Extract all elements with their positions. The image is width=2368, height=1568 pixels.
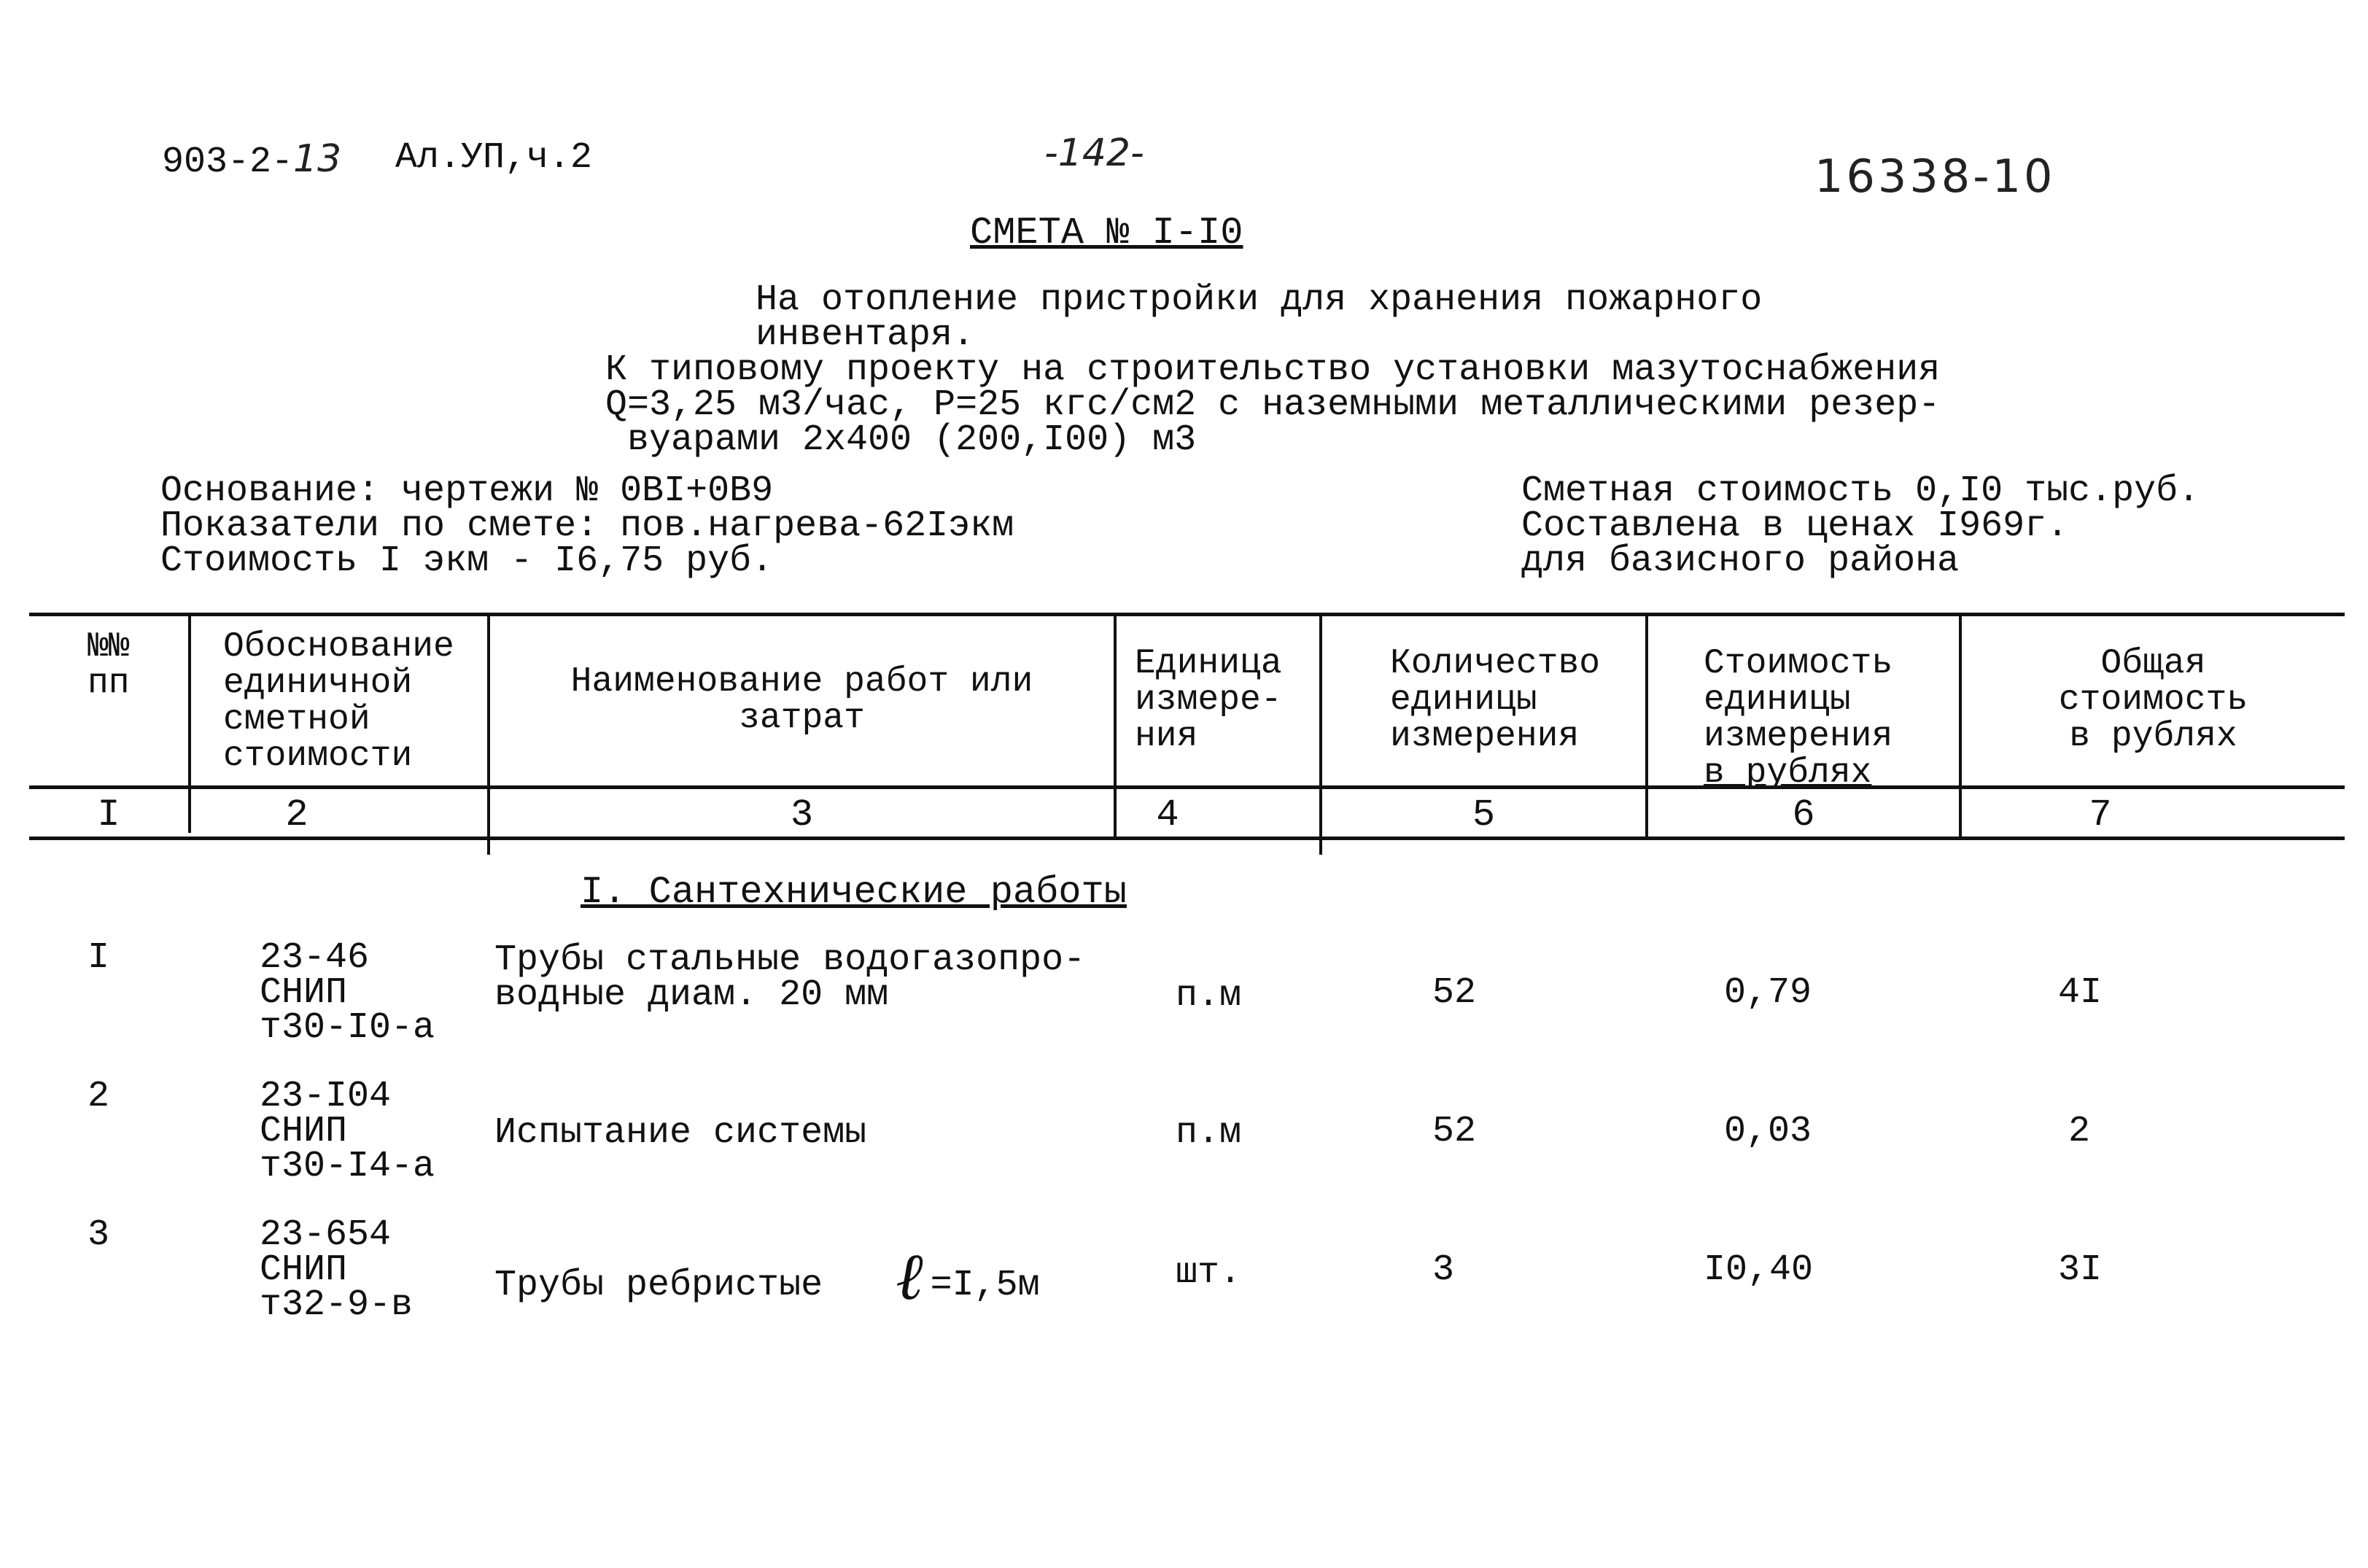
header-col-6-line-2: единицы <box>1704 680 1851 720</box>
header-col-5-line-2: единицы <box>1390 680 1537 720</box>
row-3-total: 3I <box>2058 1249 2103 1291</box>
header-col-1-line-1: №№ <box>88 627 130 667</box>
header-col-7-line-3: в рублях <box>2069 717 2237 756</box>
header-col-2-line-3: сметной <box>223 700 370 740</box>
meta-estimated-cost: Сметная стоимость 0,I0 тыс.руб. <box>1521 470 2200 512</box>
page-title: СМЕТА № I-I0 <box>970 211 1243 255</box>
header-col-4 <box>1135 645 1282 755</box>
table-numbers-rule <box>29 837 2345 840</box>
col-number-3: 3 <box>790 793 814 837</box>
subtitle-line-3: К типовому проекту на строительство установки мазутоснабжения <box>605 349 1941 391</box>
row-3-basis <box>260 1214 414 1326</box>
table-header-rule <box>29 785 2345 789</box>
stamp-number: 16338-10 <box>1814 150 2056 203</box>
row-1-basis <box>260 937 435 1049</box>
header-col-5 <box>1390 645 1600 755</box>
row-1-price: 0,79 <box>1724 972 1812 1014</box>
row-3-price: I0,40 <box>1704 1249 1814 1291</box>
table-top-rule <box>29 613 2345 616</box>
meta-price-year: Составлена в ценах I969г. <box>1521 505 2069 547</box>
row-1-name <box>494 939 1086 1016</box>
row-3-basis-line-2: СНИП <box>260 1249 348 1291</box>
header-col-6-line-4: в рублях <box>1704 753 1872 793</box>
row-3-basis-line-3: т32-9-в <box>260 1284 414 1326</box>
row-2-price: 0,03 <box>1724 1111 1812 1152</box>
header-col-7-line-1: Общая <box>2100 644 2206 683</box>
header-col-2-line-4: стоимости <box>223 737 413 776</box>
meta-region: для базисного района <box>1521 540 1960 582</box>
header-col-1-line-2: пп <box>88 664 130 703</box>
subtitle-line-2: инвентаря. <box>756 314 975 356</box>
header-col-2-line-1: Обоснование <box>223 627 454 667</box>
row-3-basis-line-1: 23-654 <box>260 1214 392 1256</box>
header-col-7-line-2: стоимость <box>2058 680 2248 720</box>
header-col-3-line-1: Наименование работ или <box>570 662 1033 702</box>
col-number-2: 2 <box>285 793 308 837</box>
header-col-3 <box>490 664 1114 737</box>
row-3-name-suffix: =I,5м <box>930 1265 1040 1306</box>
row-3-name-text: Трубы ребристые <box>494 1265 823 1306</box>
row-1-basis-line-1: 23-46 <box>260 937 370 979</box>
col-number-5: 5 <box>1472 793 1496 837</box>
meta-basis: Основание: чертежи № 0ВI+0В9 <box>160 470 774 512</box>
subtitle-line-1: На отопление пристройки для хранения пожарного <box>756 279 1763 321</box>
header-col-5-line-1: Количество <box>1390 644 1601 683</box>
row-1-basis-line-2: СНИП <box>260 972 348 1014</box>
album-label: Ал.УП,ч.2 <box>395 137 593 179</box>
header-col-4-line-2: измере- <box>1135 680 1282 720</box>
header-col-7 <box>1962 645 2345 755</box>
row-1-total: 4I <box>2058 972 2103 1014</box>
header-col-6-line-1: Стоимость <box>1704 644 1893 683</box>
page-number: -142- <box>1044 131 1144 175</box>
col-number-1: I <box>97 793 120 837</box>
row-2-basis-line-1: 23-I04 <box>260 1076 392 1117</box>
header-col-1 <box>88 629 130 702</box>
document-code-printed: 903-2- <box>162 141 294 183</box>
row-3-number: 3 <box>88 1214 110 1256</box>
row-1-qty: 52 <box>1432 972 1477 1014</box>
row-2-qty: 52 <box>1432 1111 1477 1152</box>
row-2-name: Испытание системы <box>494 1112 867 1154</box>
header-col-4-line-3: ния <box>1135 717 1198 756</box>
subtitle-line-4: Q=3,25 м3/час, Р=25 кгс/см2 с наземными металлическими резер- <box>605 384 1941 426</box>
meta-unit-cost: Стоимость I экм - I6,75 руб. <box>160 540 774 582</box>
row-1-name-line-2: водные диам. 20 мм <box>494 974 889 1016</box>
header-col-6-line-3: измерения <box>1704 717 1893 756</box>
row-3-qty: 3 <box>1432 1249 1455 1291</box>
row-1-name-line-1: Трубы стальные водогазопро- <box>494 939 1086 981</box>
header-col-5-line-3: измерения <box>1390 717 1580 756</box>
document-code-handwritten: 13 <box>293 137 342 181</box>
header-col-3-line-2: затрат <box>739 699 865 738</box>
header-col-2-line-2: единичной <box>223 664 413 703</box>
row-1-unit: п.м <box>1176 975 1242 1017</box>
col-number-6: 6 <box>1792 793 1815 837</box>
row-2-basis <box>260 1076 435 1187</box>
row-1-number: I <box>88 937 110 979</box>
subtitle-line-5: вуарами 2х400 (200,I00) м3 <box>627 419 1197 461</box>
header-col-6 <box>1704 645 1893 791</box>
row-3-unit: шт. <box>1176 1252 1242 1294</box>
document-code <box>162 137 341 183</box>
row-3-name <box>494 1238 1040 1315</box>
col-number-4: 4 <box>1156 793 1179 837</box>
row-2-total: 2 <box>2068 1111 2091 1152</box>
row-1-basis-line-3: т30-I0-а <box>260 1007 435 1049</box>
section-title: I. Сантехнические работы <box>581 871 1127 914</box>
col-number-7: 7 <box>2089 793 2112 837</box>
row-2-unit: п.м <box>1176 1112 1242 1154</box>
header-col-2 <box>223 629 454 775</box>
length-symbol: ℓ <box>896 1238 923 1315</box>
meta-indicators: Показатели по смете: пов.нагрева-62Iэкм <box>160 505 1014 547</box>
header-col-4-line-1: Единица <box>1135 644 1282 683</box>
row-2-basis-line-2: СНИП <box>260 1111 348 1152</box>
row-2-basis-line-3: т30-I4-а <box>260 1146 435 1187</box>
row-2-number: 2 <box>88 1076 110 1117</box>
